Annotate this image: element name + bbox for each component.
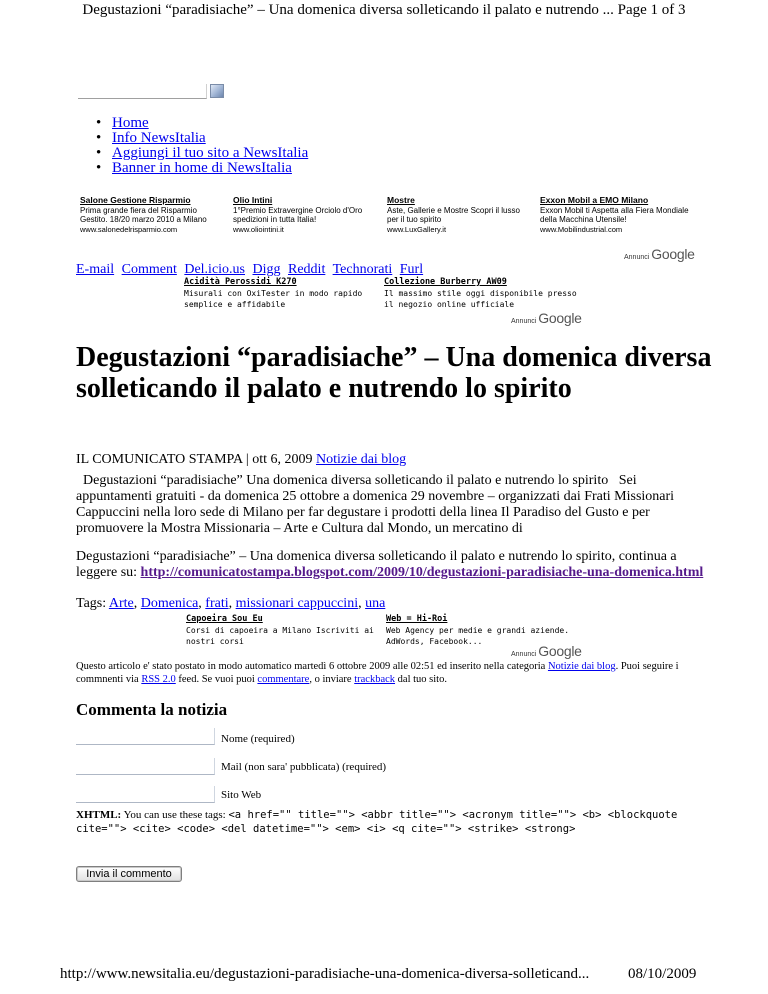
ad-mid-1[interactable] — [184, 277, 380, 310]
continue-text: Degustazioni “paradisiache” – Una domenica diversa solleticando il palato e nutrendo lo spirito, continua a leggere su: — [76, 549, 677, 580]
ad-text: Exxon Mobil ti Aspetta alla Fiera Mondiale della Macchina Utensile! — [540, 206, 689, 224]
ad-text: Web Agency per medie e grandi aziende. AdWords, Facebook... — [386, 626, 570, 646]
ad-top-3[interactable] — [387, 196, 531, 234]
search-input[interactable] — [78, 84, 207, 99]
ad-title[interactable]: Mostre — [387, 195, 415, 205]
ad-title[interactable]: Collezione Burberry AW09 — [384, 277, 507, 287]
tag-link[interactable]: una — [365, 596, 386, 611]
share-digg-link[interactable]: Digg — [252, 262, 281, 277]
ad-text: Corsi di capoeira a Milano Iscriviti ai nostri corsi — [186, 626, 374, 646]
annunci-label: Annunci — [624, 254, 650, 261]
xhtml-tag-list: <a href="" title=""> <abbr title=""> <acronym title=""> <b> <blockquote cite=""> <cite> <code> <del datetime=""> <em> <i> <q cite=""> <strike> <strong> — [76, 809, 678, 835]
xhtml-intro: You can use these tags: — [123, 809, 226, 821]
tag-link[interactable]: Domenica — [140, 596, 199, 611]
ad-text: Misurali con OxiTester in modo rapido semplice e affidabile — [184, 289, 363, 309]
tag-link[interactable]: Arte — [108, 596, 134, 611]
name-field[interactable] — [76, 728, 215, 745]
google-logo: Google — [651, 246, 695, 262]
ad-url[interactable]: www.oliointini.it — [233, 225, 284, 234]
share-technorati-link[interactable]: Technorati — [332, 262, 393, 277]
article-meta — [76, 452, 406, 468]
website-label: Sito Web — [221, 789, 262, 801]
ads-by-google-bottom[interactable] — [511, 643, 582, 659]
ad-text: Prima grande fiera del Risparmio Gestito. 18/20 marzo 2010 a Milano — [80, 206, 207, 224]
ads-by-google-mid[interactable] — [511, 310, 582, 326]
print-footer-url: http://www.newsitalia.eu/degustazioni-paradisiache-una-domenica-diversa-solleticand... — [60, 966, 590, 982]
tag-link[interactable]: frati — [205, 596, 229, 611]
submit-comment-button[interactable]: Invia il commento — [76, 866, 182, 882]
google-logo: Google — [538, 310, 582, 326]
share-delicious-link[interactable]: Del.icio.us — [184, 262, 245, 277]
nav-link-banner[interactable]: Banner in home di NewsItalia — [112, 160, 292, 176]
share-email-link[interactable]: E-mail — [76, 262, 115, 277]
ad-text: Il massimo stile oggi disponibile presso il negozio online ufficiale — [384, 289, 577, 309]
ad-top-1[interactable] — [80, 196, 220, 234]
rss-link[interactable]: RSS 2.0 — [141, 674, 176, 685]
continue-link[interactable]: http://comunicatostampa.blogspot.com/2009/10/degustazioni-paradisiache-una-domenica.html — [140, 565, 704, 580]
nav-item-add-site — [96, 146, 308, 161]
tag-link[interactable]: missionari cappuccini — [235, 596, 359, 611]
main-nav — [96, 116, 308, 176]
nav-item-home — [96, 116, 308, 131]
ad-title[interactable]: Exxon Mobil a EMO Milano — [540, 195, 649, 205]
annunci-label: Annunci — [511, 318, 537, 325]
notice-text: . Puoi seguire i commnenti via — [76, 661, 679, 685]
ad-title[interactable]: Acidità Perossidi K270 — [184, 277, 297, 287]
nav-link-info[interactable]: Info NewsItalia — [112, 130, 206, 146]
website-field[interactable] — [76, 786, 215, 803]
post-notice — [76, 660, 706, 686]
share-furl-link[interactable]: Furl — [399, 262, 424, 277]
trackback-link[interactable]: trackback — [354, 674, 396, 685]
search-image-icon[interactable] — [210, 84, 224, 98]
notice-text: dal tuo sito. — [397, 674, 447, 685]
notice-text: , o inviare — [309, 674, 352, 685]
share-links — [76, 262, 427, 278]
ad-top-4[interactable] — [540, 196, 692, 234]
article-body: Degustazioni “paradisiache” Una domenica diversa solleticando il palato e nutrendo lo spirito Sei appuntamenti gratuiti - da domenica 25 ottobre a domenica 29 novembre – organizzati dai Frati Missionari Cappuccini nella loro sede di Milano per far degustare i prodotti della linea Il Paradiso del Gusto e per promuovere la Mostra Missionaria – Arte e Cultura dal Mondo, un mercatino di — [76, 473, 678, 536]
comment-heading: Commenta la notizia — [76, 700, 228, 719]
ad-bottom-1[interactable] — [186, 614, 382, 647]
ad-title[interactable]: Salone Gestione Risparmio — [80, 195, 191, 205]
nav-item-info — [96, 131, 308, 146]
xhtml-label: XHTML: — [76, 809, 122, 821]
ad-url[interactable]: www.Mobilindustrial.com — [540, 225, 623, 234]
ad-text: 1°Premio Extravergine Orciolo d'Oro spedizioni in tutta Italia! — [233, 206, 363, 224]
notice-text: feed. Se vuoi puoi — [178, 674, 255, 685]
nav-link-add-site[interactable]: Aggiungi il tuo sito a NewsItalia — [112, 145, 309, 161]
print-footer-date: 08/10/2009 — [628, 966, 697, 982]
annunci-label: Annunci — [511, 651, 537, 658]
notice-category-link[interactable]: Notizie dai blog — [547, 661, 616, 672]
ad-title[interactable]: Web = Hi-Roi — [386, 614, 448, 624]
ad-top-2[interactable] — [233, 196, 373, 234]
share-comment-link[interactable]: Comment — [121, 262, 177, 277]
ad-mid-2[interactable] — [384, 277, 584, 310]
ad-title[interactable]: Olio Intini — [233, 195, 273, 205]
print-header: Degustazioni “paradisiache” – Una domenica diversa solleticando il palato e nutrendo ... Page 1 of 3 — [82, 2, 686, 18]
nav-link-home[interactable]: Home — [112, 115, 149, 131]
xhtml-tags-hint — [76, 808, 716, 836]
google-logo: Google — [538, 643, 582, 659]
tags-label: Tags: — [76, 596, 107, 611]
mail-label: Mail (non sara' pubblicata) (required) — [221, 761, 387, 773]
mail-field[interactable] — [76, 758, 215, 775]
share-reddit-link[interactable]: Reddit — [288, 262, 326, 277]
ad-text: Aste, Gallerie e Mostre Scopri il lusso per il tuo spirito — [387, 206, 520, 224]
article-continue — [76, 549, 716, 581]
article-title: Degustazioni “paradisiache” – Una domenica diversa solleticando il palato e nutrendo lo spirito — [76, 342, 712, 404]
article-category-link[interactable]: Notizie dai blog — [315, 452, 407, 467]
ad-title[interactable]: Capoeira Sou Eu — [186, 614, 263, 624]
name-label: Nome (required) — [221, 733, 295, 745]
ad-url[interactable]: www.LuxGallery.it — [387, 225, 447, 234]
ads-by-google-top[interactable] — [624, 246, 695, 262]
comment-link[interactable]: commentare — [257, 674, 310, 685]
article-source-date: IL COMUNICATO STAMPA | ott 6, 2009 — [76, 452, 313, 467]
notice-text: Questo articolo e' stato postato in modo automatico martedì 6 ottobre 2009 alle 02:51 ed inserito nella categoria — [76, 661, 546, 672]
article-tags: Tags: Arte, Domenica, frati, missionari cappuccini, una — [76, 596, 386, 611]
nav-item-banner — [96, 161, 308, 176]
ad-url[interactable]: www.salonedelrisparmio.com — [80, 225, 178, 234]
